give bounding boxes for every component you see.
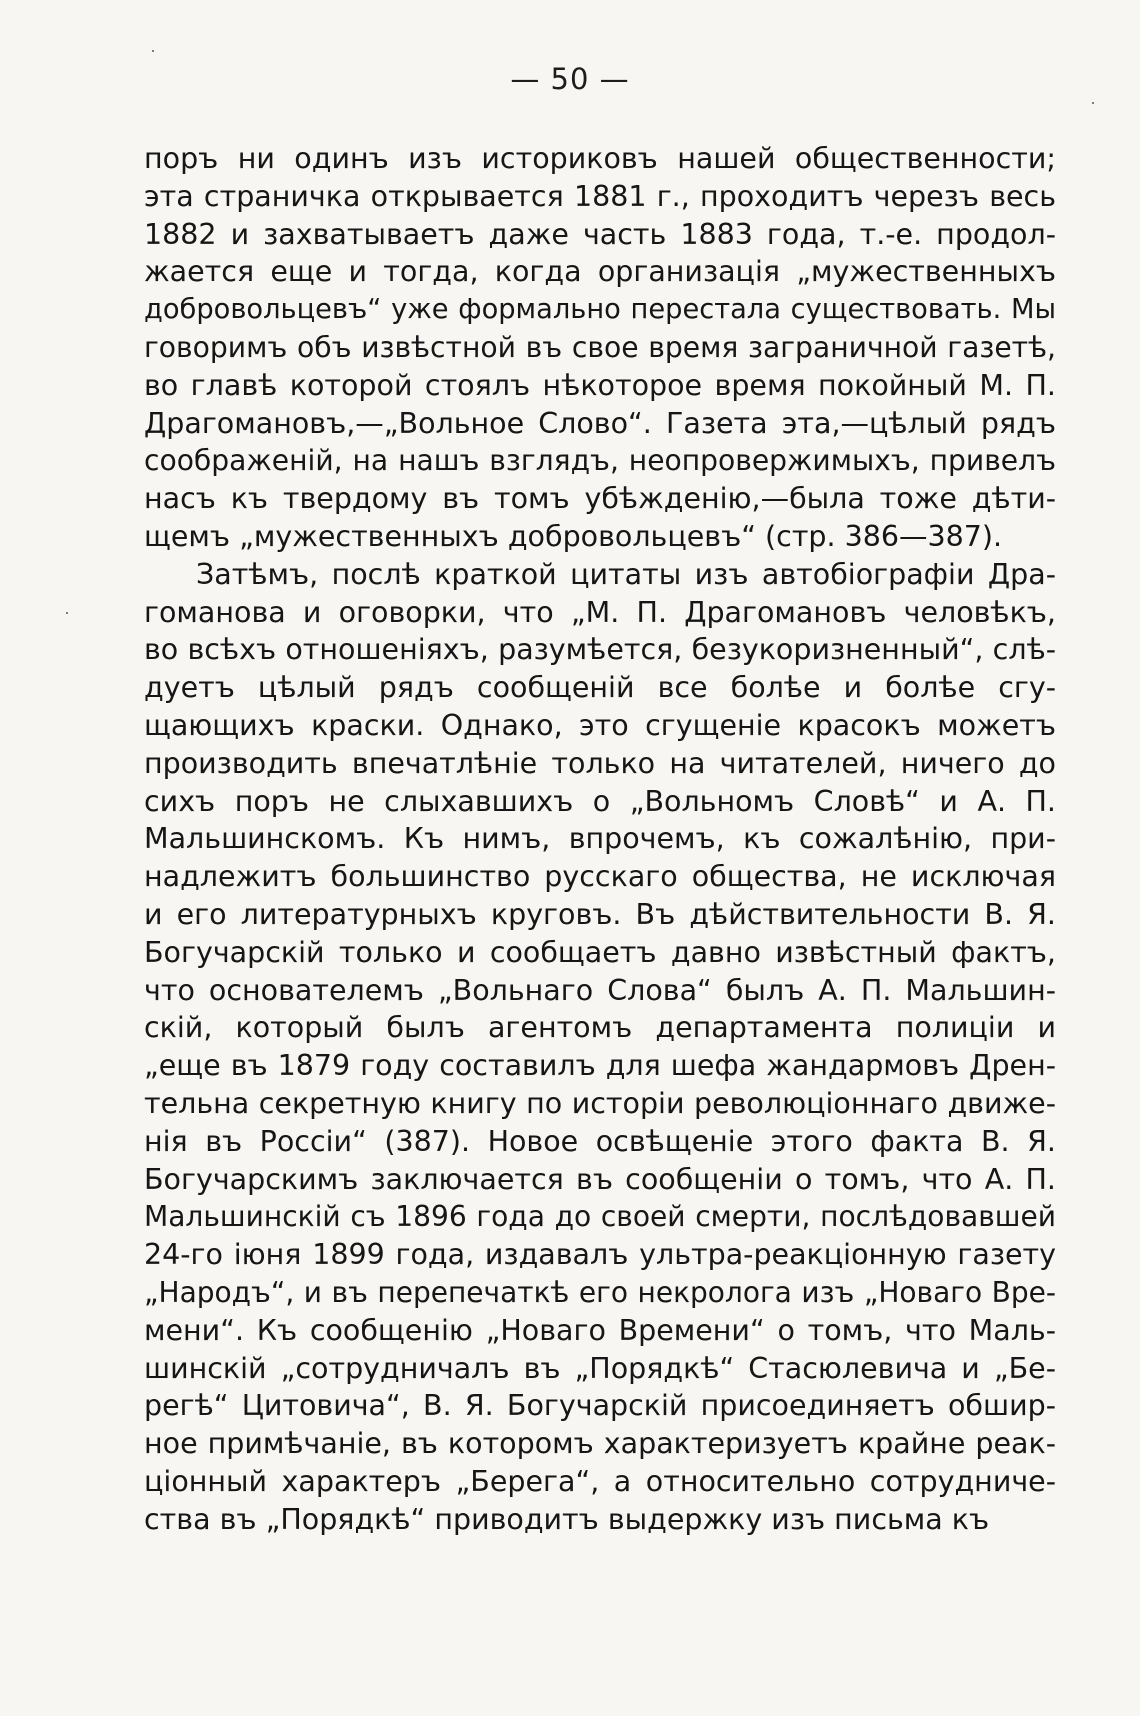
scan-speck xyxy=(66,612,68,614)
text-line: Богучарскимъ заключается въ сообщеніи о томъ, что А. П. xyxy=(144,1162,1056,1196)
text-line: Мальшинскомъ. Къ нимъ, впрочемъ, къ сожалѣнію, при- xyxy=(144,822,1056,856)
text-line: „Народъ“, и въ перепечаткѣ его некролога изъ „Новаго Вре- xyxy=(144,1275,1056,1309)
text-line: говоримъ объ извѣстной въ свое время заграничной газетѣ, xyxy=(144,330,1056,364)
text-line: производить впечатлѣніе только на читателей, ничего до xyxy=(144,746,1056,780)
text-line: Драгомановъ,—„Вольное Слово“. Газета эта,—цѣлый рядъ xyxy=(144,406,1056,440)
scan-speck xyxy=(152,50,154,52)
text-line: нія въ Россіи“ (387). Новое освѣщеніе этого факта В. Я. xyxy=(144,1124,1056,1158)
page-number: — 50 — xyxy=(510,62,630,96)
text-line: во главѣ которой стоялъ нѣкоторое время покойный М. П. xyxy=(144,368,1056,402)
text-line: жается еще и тогда, когда организація „мужественныхъ xyxy=(144,255,1056,289)
text-line: 24-го іюня 1899 года, издавалъ ультра-реакціонную газету xyxy=(144,1238,1056,1272)
text-line: добровольцевъ“ уже формально перестала существовать. Мы xyxy=(144,294,1056,326)
text-line: тельна секретную книгу по исторіи революціоннаго движе- xyxy=(144,1086,1056,1120)
text-line: эта страничка открывается 1881 г., проходитъ черезъ весь xyxy=(144,179,1056,213)
text-line: щающихъ краски. Однако, это сгущеніе красокъ можетъ xyxy=(144,708,1056,742)
text-line: Затѣмъ, послѣ краткой цитаты изъ автобіографіи Дра- xyxy=(196,557,1056,591)
text-line: во всѣхъ отношеніяхъ, разумѣется, безукоризненный“, слѣ- xyxy=(144,633,1056,667)
paragraph-1 xyxy=(144,140,1056,556)
text-line: ціонный характеръ „Берега“, а относительно сотрудниче- xyxy=(144,1464,1056,1498)
body-text xyxy=(144,140,1056,1538)
text-line: ства въ „Порядкѣ“ приводитъ выдержку изъ письма къ xyxy=(144,1502,990,1536)
text-line: шинскій „сотрудничалъ въ „Порядкѣ“ Стасюлевича и „Бе- xyxy=(144,1351,1056,1385)
text-line: насъ къ твердому въ томъ убѣжденію,—была тоже дѣти- xyxy=(144,482,1056,516)
text-line: ное примѣчаніе, въ которомъ характеризуетъ крайне реак- xyxy=(144,1427,1056,1461)
paragraph-2 xyxy=(144,556,1056,1539)
text-line: Богучарскій только и сообщаетъ давно извѣстный фактъ, xyxy=(144,935,1056,969)
text-line: сихъ поръ не слыхавшихъ о „Вольномъ Словѣ“ и А. П. xyxy=(144,784,1056,818)
text-line: соображеній, на нашъ взглядъ, неопровержимыхъ, привелъ xyxy=(144,444,1056,478)
scan-speck xyxy=(1092,102,1094,104)
text-line: скій, который былъ агентомъ департамента полиціи и xyxy=(144,1011,1056,1045)
text-line: поръ ни одинъ изъ историковъ нашей общественности; xyxy=(144,142,1056,175)
text-line: 1882 и захватываетъ даже часть 1883 года, т.-е. продол- xyxy=(144,217,1056,251)
text-line: регѣ“ Цитовича“, В. Я. Богучарскій присоединяетъ обшир- xyxy=(144,1389,1056,1423)
text-line: что основателемъ „Вольнаго Слова“ былъ А. П. Мальшин- xyxy=(144,973,1056,1007)
text-line: дуетъ цѣлый рядъ сообщеній все болѣе и болѣе сгу- xyxy=(144,671,1056,705)
text-line: Мальшинскій съ 1896 года до своей смерти, послѣдовавшей xyxy=(144,1200,1056,1234)
text-line: „еще въ 1879 году составилъ для шефа жандармовъ Дрен- xyxy=(144,1049,1056,1083)
text-line: щемъ „мужественныхъ добровольцевъ“ (стр. 386—387). xyxy=(144,519,1003,553)
text-line: и его литературныхъ круговъ. Въ дѣйствительности В. Я. xyxy=(144,897,1056,931)
text-line: надлежитъ большинство русскаго общества, не исключая xyxy=(144,860,1056,894)
text-line: мени“. Къ сообщенію „Новаго Времени“ о томъ, что Маль- xyxy=(144,1313,1056,1347)
text-line: гоманова и оговорки, что „М. П. Драгомановъ человѣкъ, xyxy=(144,595,1056,629)
